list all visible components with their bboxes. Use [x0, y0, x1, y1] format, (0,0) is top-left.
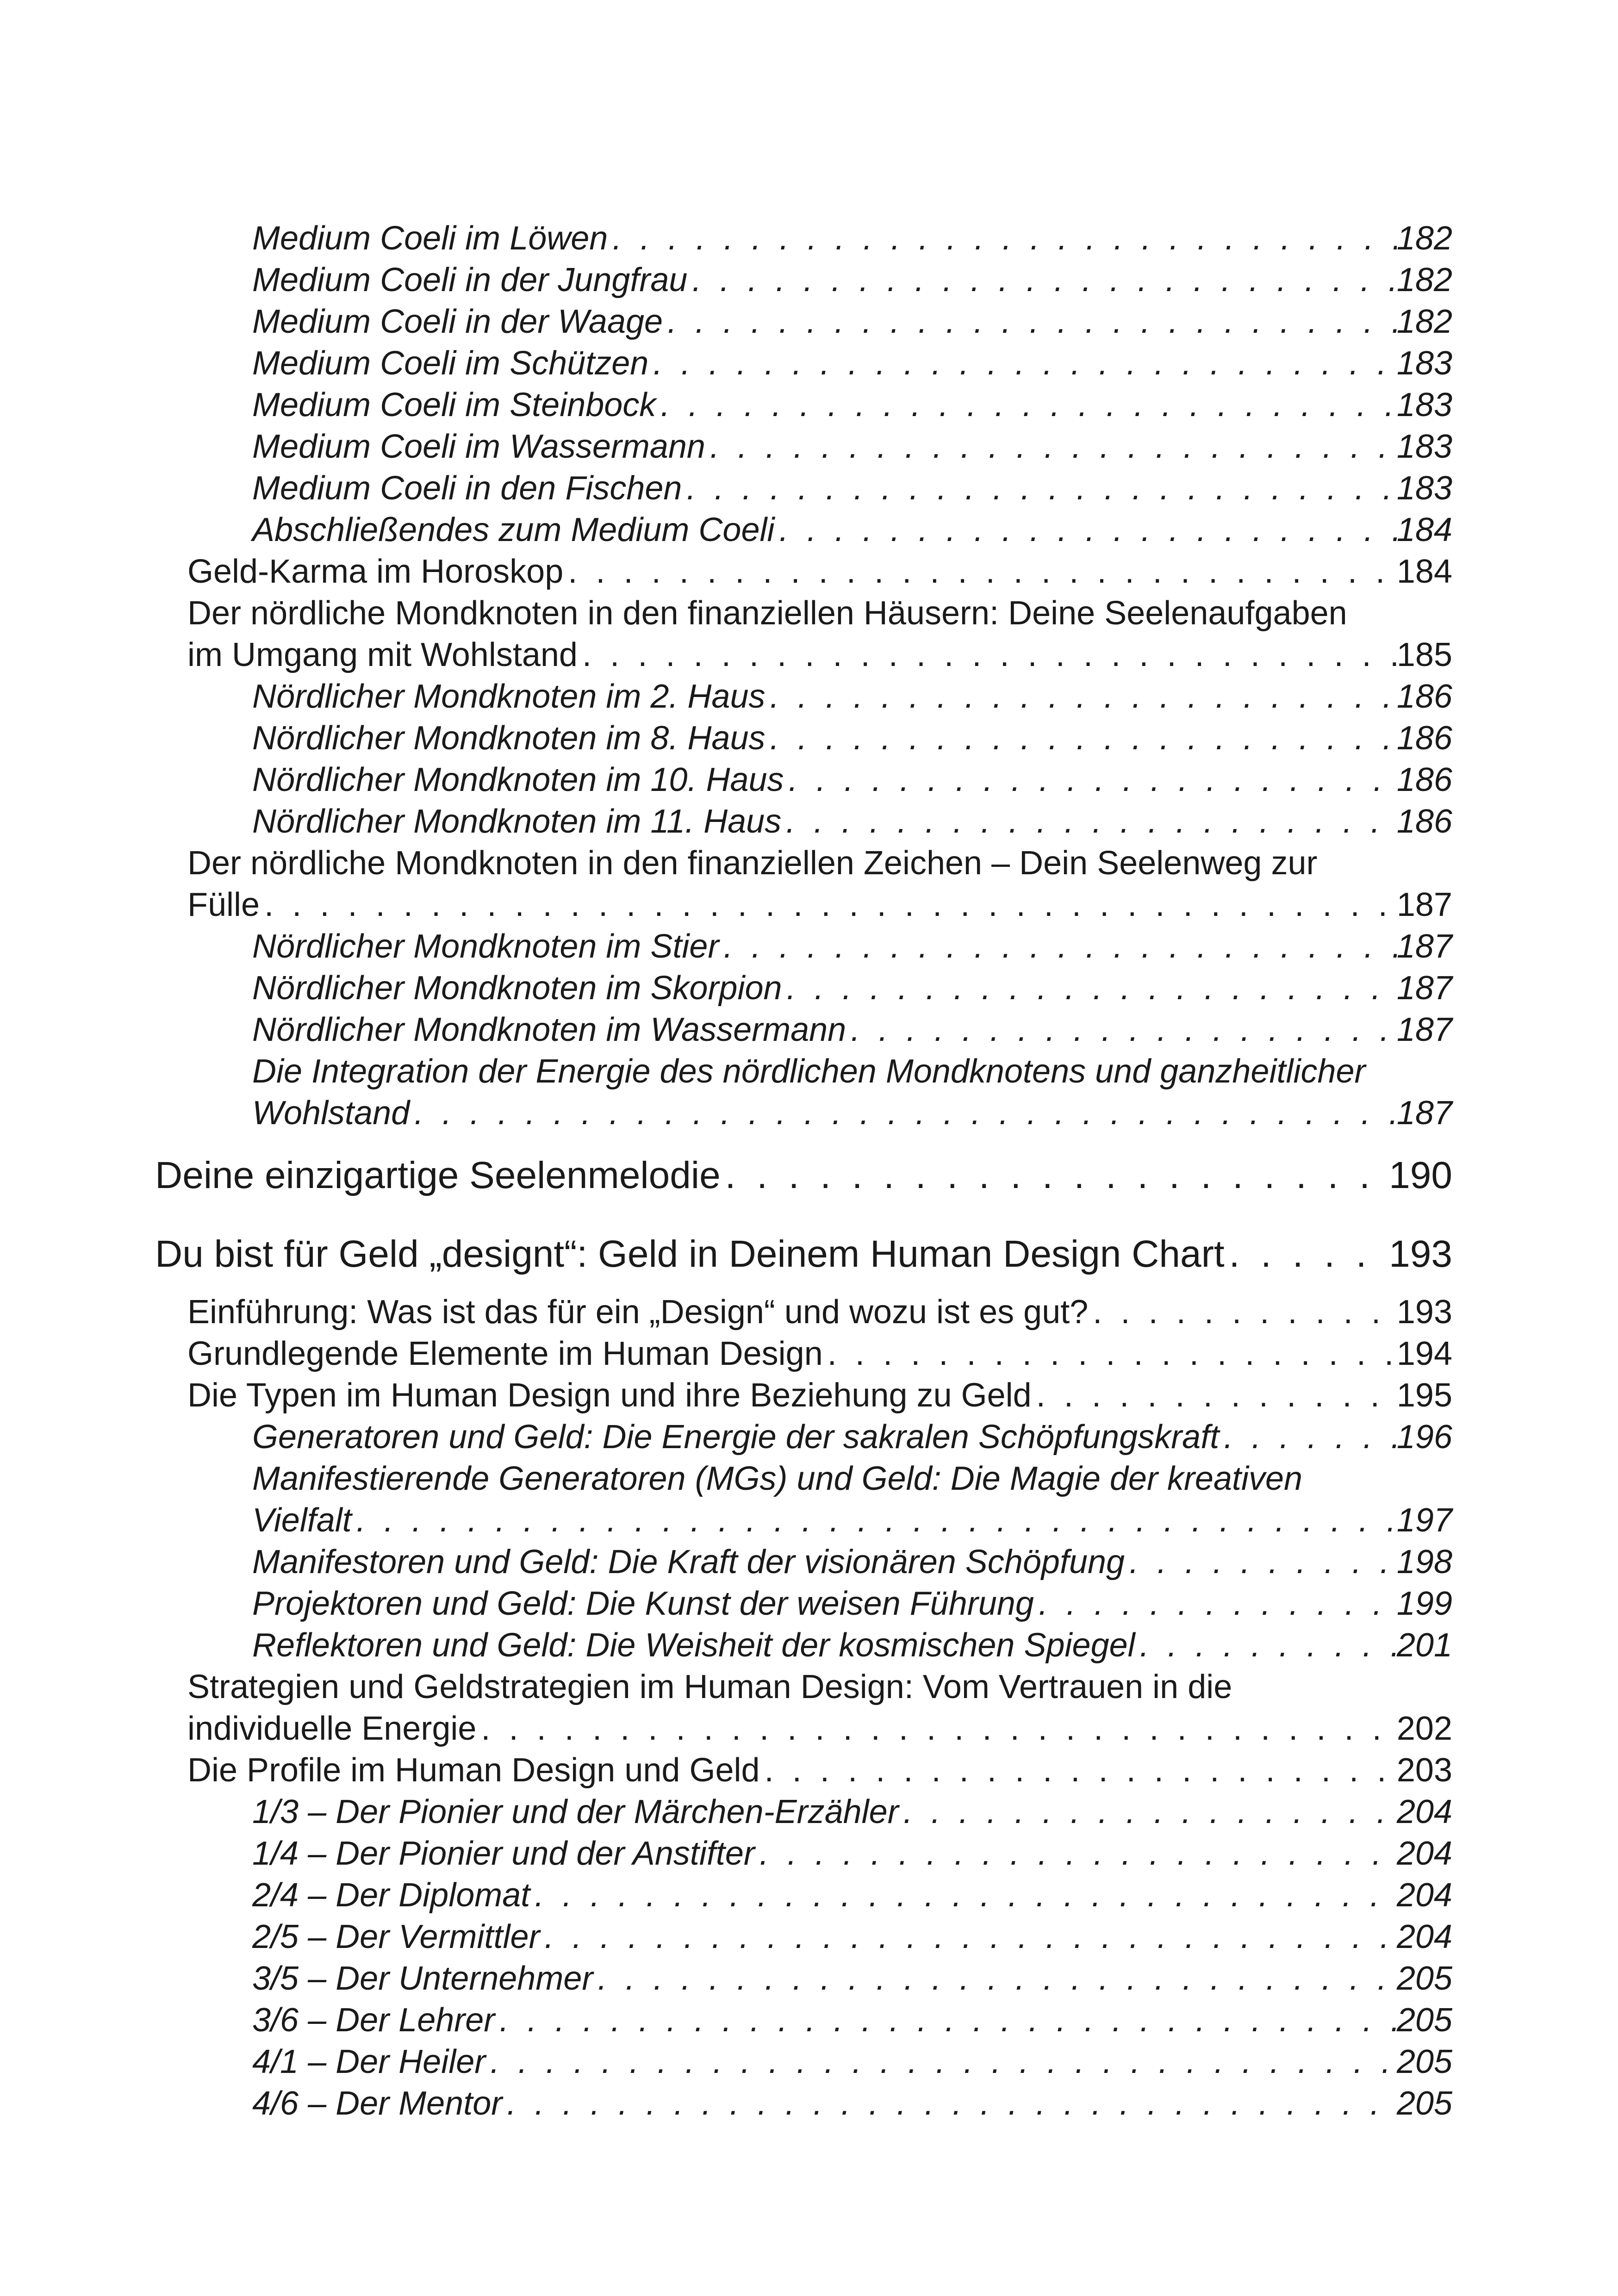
- toc-entry: [187, 1333, 1452, 1375]
- toc-entry-title: Abschließendes zum Medium Coeli: [252, 511, 775, 548]
- dot-leader: [593, 1958, 1397, 1999]
- toc-entry: [252, 467, 1452, 509]
- toc-entry-title-line1: Strategien und Geldstrategien im Human Design: Vom Vertrauen in die: [187, 1668, 1232, 1705]
- toc-entry-row: [252, 926, 1452, 967]
- dot-leader: [781, 801, 1397, 842]
- toc-entry-title-line1: Die Integration der Energie des nördlichen Mondknotens und ganzheitlicher: [252, 1053, 1366, 1090]
- toc-entry-title: Die Profile im Human Design und Geld: [187, 1752, 760, 1789]
- toc-entry: [252, 759, 1452, 801]
- toc-entry: [252, 1051, 1452, 1134]
- toc-entry-page-number: 182: [1396, 261, 1452, 299]
- dot-leader: [485, 2041, 1397, 2083]
- toc-entry-page-number: 198: [1396, 1543, 1452, 1580]
- dot-leader: [1125, 1541, 1397, 1583]
- toc-entry: [252, 1791, 1452, 1833]
- toc-entry-title-line1: Der nördliche Mondknoten in den finanziellen Zeichen – Dein Seelenweg zur: [187, 845, 1318, 882]
- toc-entry-page-number: 183: [1396, 345, 1452, 382]
- toc-entry-row: [252, 1624, 1452, 1666]
- toc-entry-page-number: 197: [1396, 1502, 1452, 1539]
- dot-leader: [502, 2083, 1397, 2124]
- toc-entry-row: [252, 759, 1452, 801]
- toc-entry-row: [187, 1291, 1452, 1333]
- toc-entry-page-number: 202: [1396, 1710, 1452, 1747]
- toc-entry-row: [252, 218, 1452, 259]
- dot-leader: [721, 1152, 1389, 1199]
- toc-entry-row: [252, 384, 1452, 426]
- dot-leader: [705, 426, 1397, 467]
- toc-entry-title: Medium Coeli in den Fischen: [252, 470, 682, 507]
- toc-entry-page-number: 187: [1396, 1095, 1452, 1132]
- toc-entry: [252, 426, 1452, 467]
- dot-leader: [1034, 1583, 1397, 1624]
- toc-entry-page-number: 205: [1396, 2043, 1452, 2080]
- dot-leader: [410, 1092, 1397, 1134]
- toc-entry: [252, 1416, 1452, 1458]
- toc-entry-page-number: 205: [1396, 1960, 1452, 1997]
- toc-entry-row: [187, 1708, 1452, 1749]
- dot-leader: [846, 1009, 1397, 1051]
- toc-entry: [187, 1291, 1452, 1333]
- toc-entry-title: 2/4 – Der Diplomat: [252, 1877, 530, 1914]
- toc-entry: [187, 551, 1452, 592]
- toc-entry: [252, 1541, 1452, 1583]
- dot-leader: [774, 509, 1396, 551]
- toc-entry-title-line1: Manifestierende Generatoren (MGs) und Geld: Die Magie der kreativen: [252, 1460, 1303, 1497]
- dot-leader: [1135, 1624, 1397, 1666]
- toc-entry-row: [252, 259, 1452, 301]
- dot-leader: [782, 967, 1397, 1009]
- toc-entry-row: [252, 342, 1452, 384]
- toc-entry-title: 3/5 – Der Unternehmer: [252, 1960, 593, 1997]
- toc-entry-page-number: 186: [1396, 803, 1452, 840]
- toc-entry: [252, 1009, 1452, 1051]
- toc-entry-row: [252, 1874, 1452, 1916]
- toc-entry-title: Fülle: [187, 886, 260, 923]
- toc-entry-title: 1/3 – Der Pionier und der Märchen-Erzähler: [252, 1793, 899, 1830]
- toc-entry-title: Projektoren und Geld: Die Kunst der weisen Führung: [252, 1585, 1034, 1622]
- dot-leader: [608, 218, 1397, 259]
- toc-entry-row: [252, 426, 1452, 467]
- toc-entry-page-number: 185: [1396, 636, 1452, 673]
- toc-entry-title: 4/6 – Der Mentor: [252, 2085, 503, 2122]
- toc-entry-row: [252, 301, 1452, 342]
- dot-leader: [823, 1333, 1397, 1375]
- toc-entry-title: Nördlicher Mondknoten im Wassermann: [252, 1011, 846, 1048]
- toc-entry-page-number: 186: [1396, 761, 1452, 798]
- toc-entry-row: [252, 1916, 1452, 1958]
- toc-entry-page-number: 194: [1396, 1335, 1452, 1372]
- dot-leader: [495, 1999, 1397, 2041]
- toc-entry: [187, 1375, 1452, 1416]
- toc-entry-page-number: 195: [1396, 1377, 1452, 1414]
- toc-entry-page-number: 184: [1396, 511, 1452, 548]
- toc-entry: [252, 1874, 1452, 1916]
- toc-entry-row: [155, 1231, 1452, 1277]
- toc-entry-title: 4/1 – Der Heiler: [252, 2043, 486, 2080]
- dot-leader: [656, 384, 1397, 426]
- toc-entry-title: 1/4 – Der Pionier und der Anstifter: [252, 1835, 755, 1872]
- toc-entry-title: Die Typen im Human Design und ihre Beziehung zu Geld: [187, 1377, 1032, 1414]
- toc-entry-title: Nördlicher Mondknoten im 11. Haus: [252, 803, 782, 840]
- toc-entry-row: [252, 1541, 1452, 1583]
- dot-leader: [530, 1874, 1397, 1916]
- toc-entry-row: [252, 2041, 1452, 2083]
- toc-entry-title: Medium Coeli im Steinbock: [252, 386, 656, 423]
- toc-entry-page-number: 204: [1396, 1793, 1452, 1830]
- toc-entry-row: [252, 967, 1452, 1009]
- toc-entry: [252, 676, 1452, 717]
- toc-entry-row: [252, 1092, 1452, 1134]
- toc-entry-page-number: 187: [1396, 928, 1452, 965]
- toc-entry-row: [252, 1583, 1452, 1624]
- toc-entry: [252, 384, 1452, 426]
- toc-entry-row: [187, 634, 1452, 676]
- toc-entry-page-number: 203: [1396, 1752, 1452, 1789]
- toc-entry-page-number: 183: [1396, 386, 1452, 423]
- toc-entry-title: Wohlstand: [252, 1095, 410, 1132]
- toc-entry-page-number: 182: [1396, 303, 1452, 340]
- dot-leader: [663, 301, 1397, 342]
- dot-leader: [765, 676, 1397, 717]
- toc-entry-title: Nördlicher Mondknoten im Stier: [252, 928, 719, 965]
- toc-entry-row: [252, 717, 1452, 759]
- toc-entry: [252, 509, 1452, 551]
- toc-entry-row: [252, 1833, 1452, 1874]
- toc-entry-page-number: 183: [1396, 428, 1452, 465]
- toc-entry-page-number: 196: [1396, 1419, 1452, 1456]
- toc-entry-row: [252, 801, 1452, 842]
- dot-leader: [563, 551, 1397, 592]
- dot-leader: [765, 717, 1397, 759]
- toc-entry-row: [252, 1416, 1452, 1458]
- toc-entry-title: Nördlicher Mondknoten im 2. Haus: [252, 678, 765, 715]
- toc-entry-row: [252, 2083, 1452, 2124]
- toc-entry-page-number: 205: [1396, 2002, 1452, 2039]
- toc-entry-title: 2/5 – Der Vermittler: [252, 1918, 540, 1955]
- toc-entry-page-number: 193: [1389, 1233, 1452, 1275]
- toc-entry-title: Einführung: Was ist das für ein „Design“ und wozu ist es gut?: [187, 1294, 1089, 1331]
- toc-entry: [252, 1458, 1452, 1541]
- toc-entry-row: [252, 509, 1452, 551]
- toc-entry-row: [252, 1009, 1452, 1051]
- toc-entry-row: [252, 467, 1452, 509]
- toc-entry-page-number: 204: [1396, 1918, 1452, 1955]
- toc-entry-row: [252, 1999, 1452, 2041]
- toc-entry-row: [187, 1375, 1452, 1416]
- toc-entry-page-number: 201: [1396, 1627, 1452, 1664]
- toc-entry-title: Medium Coeli im Schützen: [252, 345, 649, 382]
- toc-entry: [187, 1666, 1452, 1749]
- toc-entry-page-number: 187: [1396, 1011, 1452, 1048]
- toc-entry: [252, 1958, 1452, 1999]
- toc-entry: [252, 259, 1452, 301]
- toc-entry-page-number: 193: [1396, 1294, 1452, 1331]
- toc-entry-row: [187, 1749, 1452, 1791]
- toc-entry-title: Nördlicher Mondknoten im Skorpion: [252, 970, 782, 1007]
- toc-entry-row: [187, 1333, 1452, 1375]
- toc-entry-row: [252, 1500, 1452, 1541]
- toc-entry-title: Reflektoren und Geld: Die Weisheit der kosmischen Spiegel: [252, 1627, 1135, 1664]
- toc-entry-title-line1: Der nördliche Mondknoten in den finanziellen Häusern: Deine Seelenaufgaben: [187, 595, 1347, 632]
- toc-entry-row: [252, 1958, 1452, 1999]
- toc-entry: [252, 717, 1452, 759]
- toc-entry: [155, 1152, 1452, 1199]
- dot-leader: [352, 1500, 1397, 1541]
- toc-entry: [252, 801, 1452, 842]
- dot-leader: [1032, 1375, 1397, 1416]
- toc-entry-title: 3/6 – Der Lehrer: [252, 2002, 495, 2039]
- toc-entry-page-number: 187: [1396, 886, 1452, 923]
- toc-entry-row: [187, 884, 1452, 926]
- toc-entry-title: Nördlicher Mondknoten im 8. Haus: [252, 720, 765, 757]
- toc-entry-title: Nördlicher Mondknoten im 10. Haus: [252, 761, 784, 798]
- dot-leader: [687, 259, 1396, 301]
- toc-entry: [252, 1624, 1452, 1666]
- toc-entry: [252, 342, 1452, 384]
- toc-entry-title: individuelle Energie: [187, 1710, 477, 1747]
- dot-leader: [260, 884, 1397, 926]
- toc-entry-title: Generatoren und Geld: Die Energie der sakralen Schöpfungskraft: [252, 1419, 1220, 1456]
- dot-leader: [1225, 1231, 1389, 1277]
- toc-entry-page-number: 187: [1396, 970, 1452, 1007]
- toc-entry-title: Medium Coeli im Wassermann: [252, 428, 705, 465]
- toc-entry: [155, 1231, 1452, 1277]
- toc-entry-title: Manifestoren und Geld: Die Kraft der visionären Schöpfung: [252, 1543, 1125, 1580]
- dot-leader: [784, 759, 1397, 801]
- toc-entry: [252, 926, 1452, 967]
- toc-entry-title: Grundlegende Elemente im Human Design: [187, 1335, 823, 1372]
- toc-entry-title: Medium Coeli in der Jungfrau: [252, 261, 688, 299]
- toc-entry-title: Medium Coeli im Löwen: [252, 220, 608, 257]
- toc-entry-title: Vielfalt: [252, 1502, 352, 1539]
- dot-leader: [476, 1708, 1396, 1749]
- toc-entry-title: Medium Coeli in der Waage: [252, 303, 663, 340]
- toc-entry-page-number: 205: [1396, 2085, 1452, 2122]
- toc-entry: [252, 1916, 1452, 1958]
- dot-leader: [1219, 1416, 1397, 1458]
- toc-entry: [187, 1749, 1452, 1791]
- toc-entry-page-number: 199: [1396, 1585, 1452, 1622]
- toc-entry-page-number: 186: [1396, 678, 1452, 715]
- toc-entry-page-number: 190: [1389, 1154, 1452, 1196]
- dot-leader: [578, 634, 1397, 676]
- dot-leader: [899, 1791, 1397, 1833]
- toc-entry-page-number: 186: [1396, 720, 1452, 757]
- toc-entry: [252, 301, 1452, 342]
- toc-entry: [187, 592, 1452, 676]
- toc-entry-page-number: 184: [1396, 553, 1452, 590]
- toc-entry-page-number: 182: [1396, 220, 1452, 257]
- toc-entry: [252, 218, 1452, 259]
- toc-entry: [252, 2083, 1452, 2124]
- toc-entry: [252, 2041, 1452, 2083]
- toc-entry: [252, 1999, 1452, 2041]
- toc-entry: [252, 1833, 1452, 1874]
- dot-leader: [760, 1749, 1397, 1791]
- toc-entry: [252, 967, 1452, 1009]
- toc-entry-title: Du bist für Geld „designt“: Geld in Deinem Human Design Chart: [155, 1233, 1225, 1275]
- toc-entry-row: [252, 676, 1452, 717]
- toc-entry-page-number: 183: [1396, 470, 1452, 507]
- toc-entry-row: [187, 551, 1452, 592]
- toc-entry: [187, 842, 1452, 926]
- dot-leader: [1088, 1291, 1397, 1333]
- dot-leader: [540, 1916, 1397, 1958]
- toc-entry-title: Geld-Karma im Horoskop: [187, 553, 564, 590]
- dot-leader: [755, 1833, 1397, 1874]
- dot-leader: [648, 342, 1397, 384]
- dot-leader: [719, 926, 1396, 967]
- toc-entry-row: [252, 1791, 1452, 1833]
- toc-entry-title: Deine einzigartige Seelenmelodie: [155, 1154, 721, 1196]
- toc-entry-title: im Umgang mit Wohlstand: [187, 636, 578, 673]
- toc-entry-page-number: 204: [1396, 1835, 1452, 1872]
- toc-entry: [252, 1583, 1452, 1624]
- toc-entry-row: [155, 1152, 1452, 1199]
- toc-entry-page-number: 204: [1396, 1877, 1452, 1914]
- dot-leader: [682, 467, 1396, 509]
